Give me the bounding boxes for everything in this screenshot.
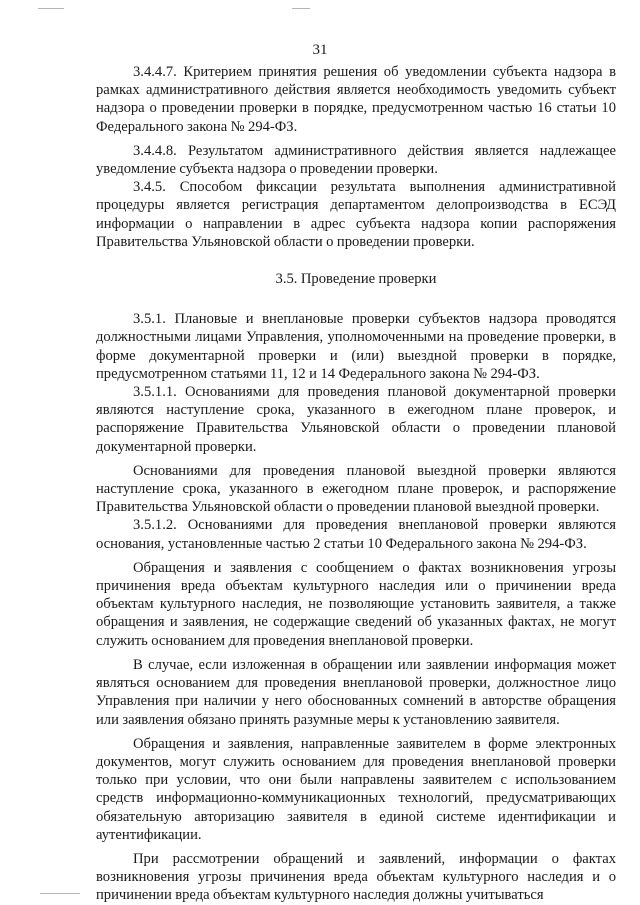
paragraph-3-5-1: 3.5.1. Плановые и внеплановые проверки субъектов надзора проводятся должностными лицами Управления, уполномоченными на проведение проверки, в форме документарной проверки и (или) выездной проверки в порядке, предусмотренном статьями 11, 12 и 14 Федерального закона № 294-ФЗ.	[96, 311, 616, 382]
paragraph-3-4-5: 3.4.5. Способом фиксации результата выполнения административной процедуры является регистрация департаментом делопроизводства в ЕСЭД информации о направлении в адрес субъекта надзора копии распоряжения Правительства Ульяновской области о проведении проверки.	[96, 179, 616, 250]
paragraph-electronic-appeals: Обращения и заявления, направленные заявителем в форме электронных документов, могут служить основанием для проведения внеплановой проверки только при условии, что они были направлены заявителем с использованием средств информационно-коммуникационных технологий, предусматривающих обязательную авторизацию заявителя в единой системе идентификации и аутентификации.	[96, 735, 616, 843]
paragraph-3-5-1-1: 3.5.1.1. Основаниями для проведения плановой документарной проверки являются наступление срока, указанного в ежегодном плане проверок, и распоряжение Правительства Ульяновской области о проведении плановой документарной проверки.	[96, 384, 616, 455]
paragraph-3-4-4-8: 3.4.4.8. Результатом административного действия является надлежащее уведомление субъекта надзора о проведении проверки.	[96, 142, 616, 178]
scan-artifact-top-center	[292, 8, 310, 9]
paragraph-doubtful-authorship: В случае, если изложенная в обращении или заявлении информация может являться основанием для проведения внеплановой проверки, должностное лицо Управления при наличии у него обоснованных сомнений в авторстве обращения или заявления обязано принять разумные меры к установлению заявителя.	[96, 656, 616, 728]
page-number: 31	[312, 42, 328, 58]
paragraph-anonymous-appeals: Обращения и заявления с сообщением о фактах возникновения угрозы причинения вреда объектам культурного наследия или о причинении вреда объектам культурного наследия, не позволяющие установить заявителя, а также обращения и заявления, не содержащие сведений об указанных фактах, не могут служить основанием для проведения внеплановой проверки.	[96, 559, 616, 649]
document-body	[96, 63, 616, 905]
section-heading: 3.5. Проведение проверки	[275, 271, 437, 288]
paragraph-3-5-1-2: 3.5.1.2. Основаниями для проведения внеплановой проверки являются основания, установленные частью 2 статьи 10 Федерального закона № 294-ФЗ.	[96, 517, 616, 552]
paragraph-consideration: При рассмотрении обращений и заявлений, информации о фактах возникновения угрозы причинения вреда объектам культурного наследия и о причинении вреда объектам культурного наследия должны учитываться	[96, 850, 616, 904]
scan-artifact-top-left	[38, 8, 64, 9]
paragraph-planned-onsite: Основаниями для проведения плановой выездной проверки являются наступление срока, указанного в ежегодном плане проверок, и распоряжение Правительства Ульяновской области о проведении плановой выездной проверки.	[96, 462, 616, 516]
scan-artifact-bottom-left	[40, 893, 80, 894]
paragraph-3-4-4-7: 3.4.4.7. Критерием принятия решения об уведомлении субъекта надзора в рамках административного действия является необходимость уведомить субъект надзора о проведении проверки в порядке, предусмотренном частью 16 статьи 10 Федерального закона № 294-ФЗ.	[96, 64, 616, 135]
